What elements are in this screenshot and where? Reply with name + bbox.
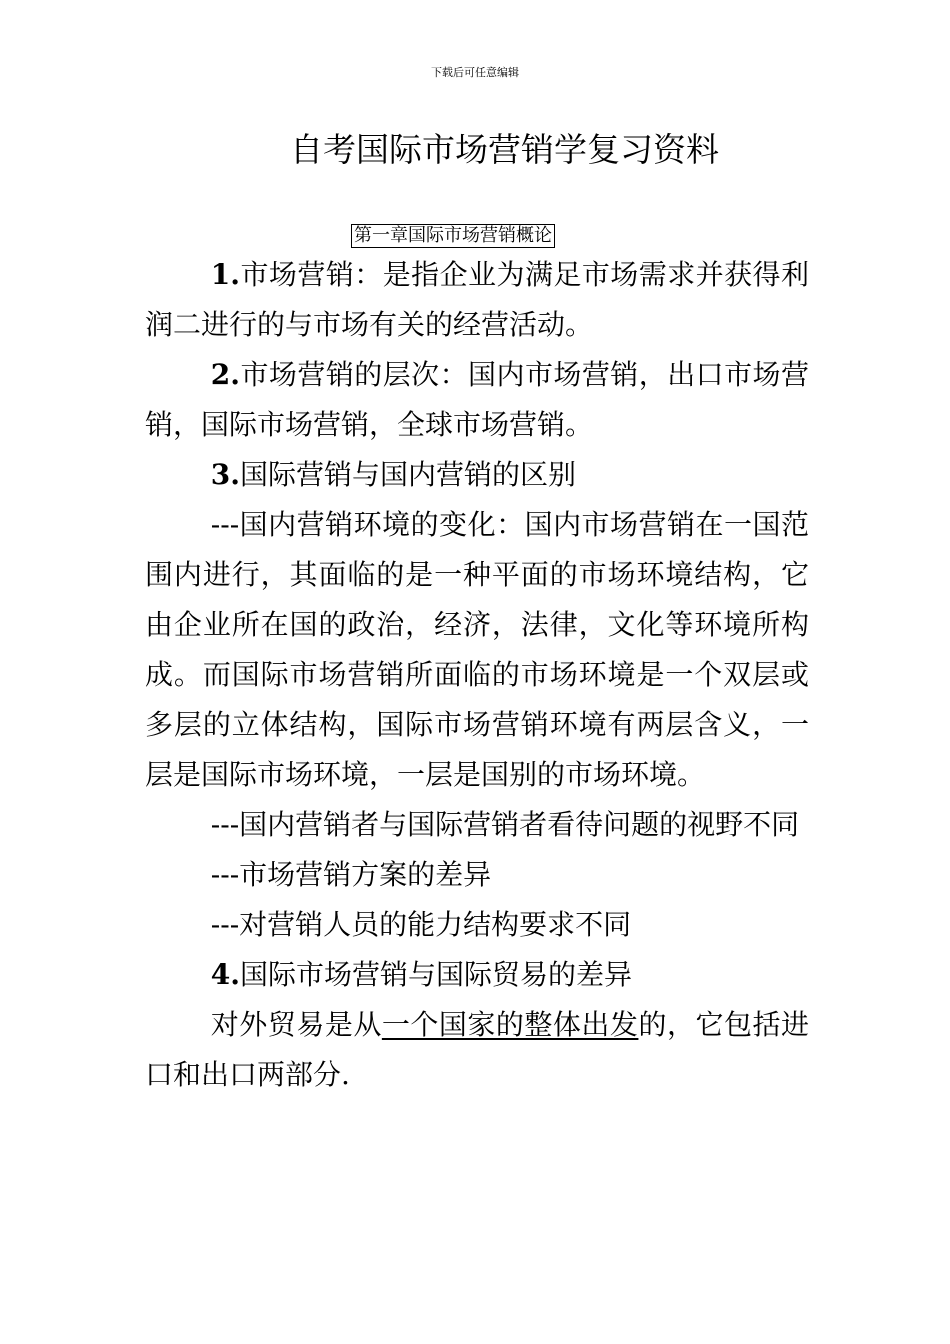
paragraph-text: 市场营销的层次：国内市场营销，出口市场营销，国际市场营销，全球市场营销。 [145, 358, 809, 441]
item-number: 3. [210, 458, 241, 491]
chapter-title: 第一章国际市场营销概论 [351, 224, 555, 248]
paragraph-text: ---国内营销环境的变化：国内市场营销在一国范围内进行，其面临的是一种平面的市场环境结构，它由企业所在国的政治，经济，法律，文化等环境所构成。而国际市场营销所面临的市场环境是一个双层或多层的立体结构，国际市场营销环境有两层含义，一层是国际市场环境，一层是国别的市场环境。 [145, 508, 809, 791]
paragraph-text: ---对营销人员的能力结构要求不同 [210, 908, 632, 941]
paragraph-text: 国际市场营销与国际贸易的差异 [240, 958, 633, 991]
paragraph-text: ---国内营销者与国际营销者看待问题的视野不同 [210, 808, 800, 841]
paragraph-5 [145, 800, 809, 850]
paragraph-1 [145, 250, 809, 350]
document-body [145, 250, 809, 1100]
paragraph-text: 国际营销与国内营销的区别 [240, 458, 577, 491]
paragraph-7 [145, 900, 809, 950]
paragraph-text-after: 的，它包括进口和出口两部分. [145, 1008, 809, 1091]
item-number: 4. [210, 958, 241, 991]
paragraph-4 [145, 500, 809, 800]
paragraph-2 [145, 350, 809, 450]
paragraph-text: ---市场营销方案的差异 [210, 858, 492, 891]
header-note: 下载后可任意编辑 [431, 66, 519, 79]
paragraph-6 [145, 850, 809, 900]
paragraph-text: 市场营销：是指企业为满足市场需求并获得利润二进行的与市场有关的经营活动。 [145, 258, 809, 341]
document-title: 自考国际市场营销学复习资料 [290, 130, 719, 169]
paragraph-3 [145, 450, 809, 500]
paragraph-text-before: 对外贸易是从 [210, 1008, 382, 1041]
item-number: 2. [210, 358, 241, 391]
paragraph-8 [145, 950, 809, 1000]
paragraph-9 [145, 1000, 809, 1100]
item-number: 1. [210, 258, 241, 291]
underlined-phrase: 一个国家的整体出发 [381, 1008, 639, 1041]
